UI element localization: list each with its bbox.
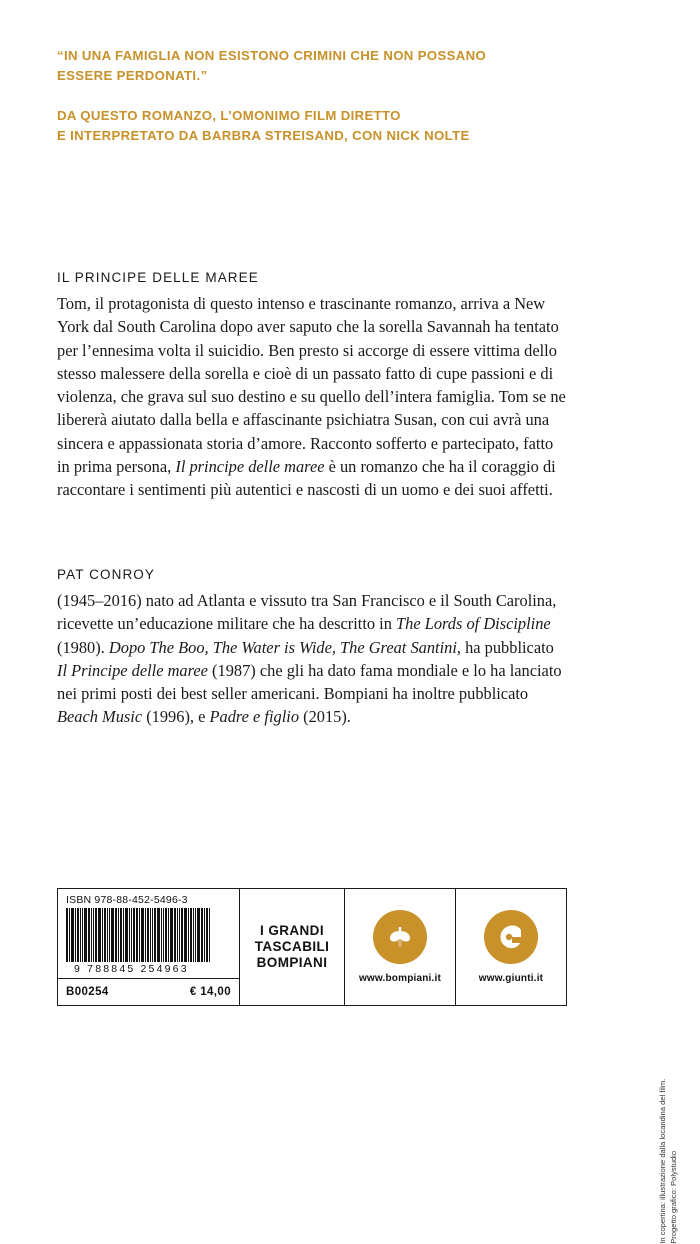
blurb-paragraph-start: Tom, il protagonista di questo intenso e trascinante romanzo, arriva a New York dal South Carolina dopo aver saputo che la sorella Savannah ha tentato per l’ennesima volta il suicidio. Ben presto si accorge di essere vittima dello stesso malessere della sorella e cioè di un passato fatto di cupe passioni e di violenza, che grava sul suo destino e su quello dell’intera famiglia. Tom se ne libererà aiutato dalla bella e affascinante psichiatra Susan, con cui avrà una sincera e appassionata storia d’amore. Racconto sofferto e partecipato, fatto in prima persona, [57, 294, 566, 477]
imprint-line-2: TASCABILI [254, 938, 330, 954]
bompiani-logo-icon [373, 910, 427, 964]
publisher-block [345, 889, 456, 1005]
barcode-icon [66, 908, 231, 962]
imprint-name [255, 923, 330, 972]
author-work-3: Il Principe delle maree [57, 660, 208, 680]
author-work-1: The Lords of Discipline [396, 614, 551, 634]
author-work-5: Padre e figlio [209, 707, 300, 727]
author-part-5: (1996), e [142, 707, 210, 727]
giunti-logo-icon [484, 910, 538, 964]
blurb-body [57, 292, 567, 502]
film-note-line-2: E INTERPRETATO DA BARBRA STREISAND, CON NICK NOLTE [57, 127, 470, 143]
author-body [57, 589, 567, 729]
quote-line-1: “IN UNA FAMIGLIA NON ESISTONO CRIMINI CHE NON POSSANO [57, 48, 487, 63]
quote-line-2: ESSERE PERDONATI.” [57, 68, 208, 84]
cover-credits [657, 1014, 680, 1244]
imprint-block [240, 889, 345, 1005]
author-work-4: Beach Music [57, 707, 143, 727]
blurb-title: IL PRINCIPE DELLE MAREE [57, 270, 259, 285]
isbn-bottom-row [58, 978, 239, 1005]
isbn-block [58, 889, 240, 1005]
author-part-6: (2015). [299, 707, 351, 727]
imprint-line-1: I GRANDI [260, 922, 324, 938]
imprint-line-3: BOMPIANI [256, 955, 328, 971]
credit-line-2: Progetto grafico: Polystudio [669, 1151, 679, 1244]
author-name: PAT CONROY [57, 567, 156, 582]
cover-quote [57, 46, 577, 87]
film-note-line-1: DA QUESTO ROMANZO, L’OMONIMO FILM DIRETTO [57, 108, 401, 123]
isbn-top [58, 889, 239, 978]
bompiani-url[interactable]: www.bompiani.it [358, 973, 442, 984]
author-part-4: (1987) che gli ha dato fama mondiale e lo ha lanciato nei primi posti dei best seller americani. Bompiani ha inoltre pubblicato [57, 660, 562, 704]
author-work-2: Dopo The Boo, The Water is Wide, The Great Santini, [108, 637, 461, 657]
price-label: € 14,00 [189, 986, 231, 998]
isbn-label: ISBN 978-88-452-5496-3 [66, 894, 188, 906]
author-part-3: ha pubblicato [461, 637, 554, 657]
author-bio [57, 567, 567, 729]
group-block [456, 889, 566, 1005]
product-code: B00254 [66, 986, 109, 998]
blurb-paragraph-end: è un romanzo che ha il coraggio di raccontare i sentimenti più autentici e nascosti di un uomo e dei suoi affetti. [57, 457, 556, 500]
author-part-2: (1980). [57, 637, 109, 657]
blurb-italic-title: Il principe delle maree [175, 457, 325, 477]
giunti-url[interactable]: www.giunti.it [478, 973, 544, 984]
credit-line-1: In copertina: illustrazione dalla locandina del film. [658, 1078, 668, 1244]
isbn-digits: 9 788845 254963 [74, 963, 189, 975]
cover-bottom-bar [57, 888, 567, 1006]
author-part-1: (1945–2016) nato ad Atlanta e vissuto tra San Francisco e il South Carolina, ricevette un’educazione militare che ha descritto in [57, 591, 557, 634]
film-note [57, 106, 577, 146]
book-blurb [57, 270, 567, 502]
